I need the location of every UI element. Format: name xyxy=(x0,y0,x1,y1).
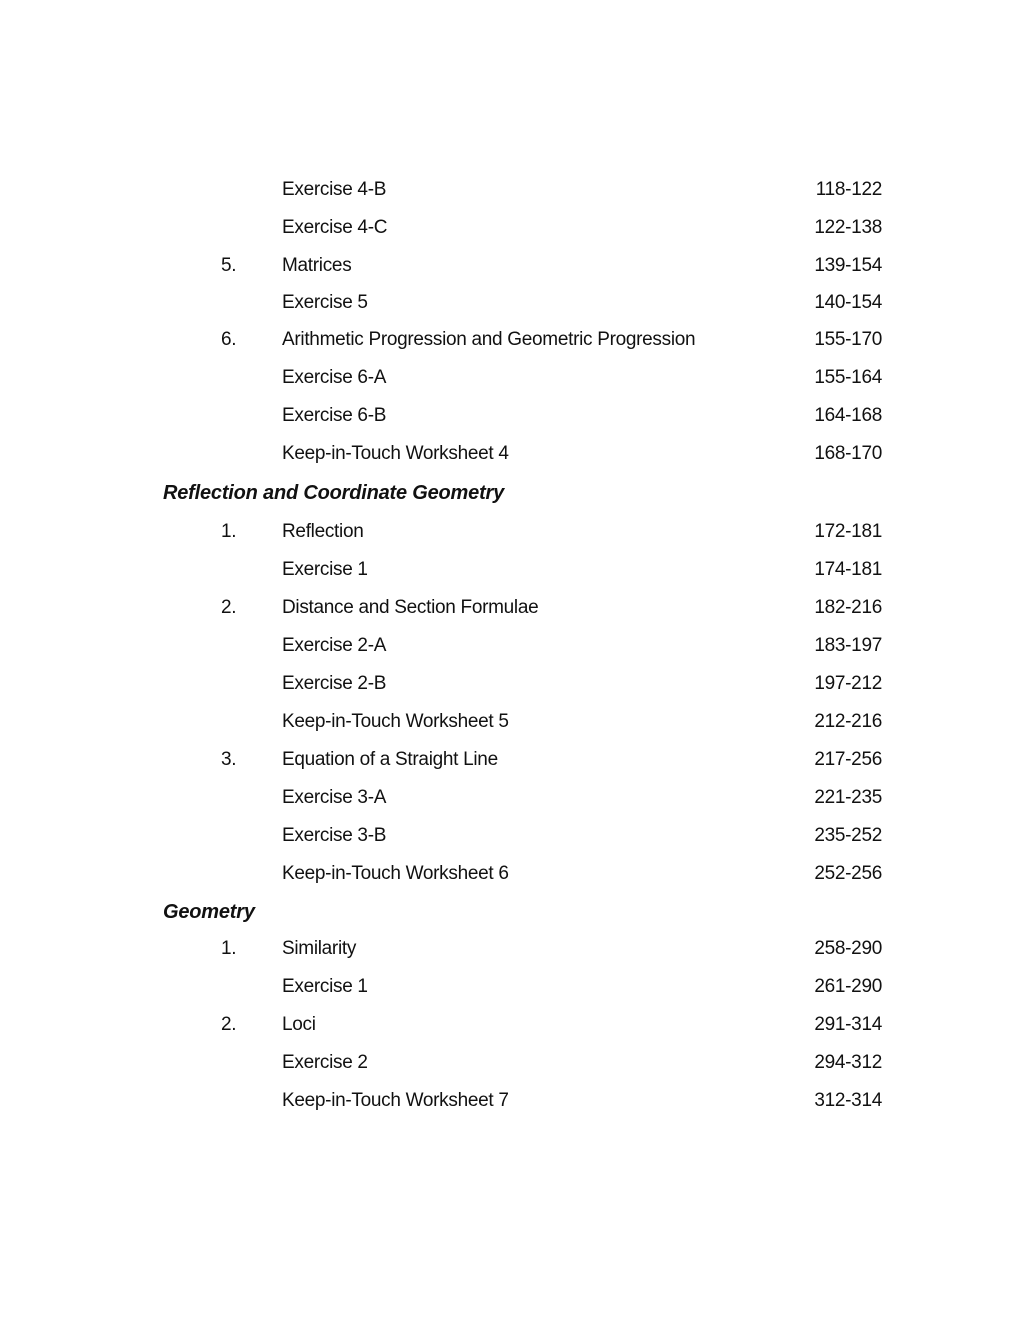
toc-title: Exercise 1 xyxy=(282,559,368,580)
toc-pages: 140-154 xyxy=(814,292,882,313)
toc-row xyxy=(0,325,1020,355)
toc-number: 1. xyxy=(221,938,237,959)
toc-row xyxy=(0,859,1020,889)
toc-pages: 118-122 xyxy=(815,179,882,200)
toc-pages: 168-170 xyxy=(814,443,882,464)
toc-pages: 183-197 xyxy=(814,635,882,656)
toc-title: Keep-in-Touch Worksheet 5 xyxy=(282,711,509,732)
toc-title: Exercise 4-B xyxy=(282,179,387,200)
toc-number: 2. xyxy=(221,597,237,618)
toc-title: Exercise 2 xyxy=(282,1052,368,1073)
toc-row xyxy=(0,783,1020,813)
toc-pages: 212-216 xyxy=(814,711,882,732)
toc-pages: 221-235 xyxy=(814,787,882,808)
toc-row xyxy=(0,1048,1020,1078)
toc-title: Loci xyxy=(282,1014,316,1035)
toc-row xyxy=(0,1086,1020,1116)
section-heading: Reflection and Coordinate Geometry xyxy=(163,482,505,504)
toc-pages: 155-170 xyxy=(814,329,882,350)
toc-title: Arithmetic Progression and Geometric Progression xyxy=(282,329,696,350)
toc-pages: 258-290 xyxy=(814,938,882,959)
toc-row xyxy=(0,934,1020,964)
toc-pages: 294-312 xyxy=(814,1052,882,1073)
toc-pages: 172-181 xyxy=(814,521,882,542)
toc-pages: 252-256 xyxy=(814,863,882,884)
toc-row xyxy=(0,745,1020,775)
section-heading: Geometry xyxy=(163,901,255,923)
toc-pages: 174-181 xyxy=(814,559,882,580)
toc-pages: 182-216 xyxy=(814,597,882,618)
toc-row xyxy=(0,669,1020,699)
toc-title: Keep-in-Touch Worksheet 6 xyxy=(282,863,509,884)
toc-pages: 217-256 xyxy=(814,749,882,770)
toc-title: Exercise 3-A xyxy=(282,787,387,808)
toc-title: Reflection xyxy=(282,521,364,542)
toc-row xyxy=(0,707,1020,737)
toc-title: Keep-in-Touch Worksheet 7 xyxy=(282,1090,509,1111)
toc-title: Exercise 3-B xyxy=(282,825,387,846)
toc-title: Exercise 2-A xyxy=(282,635,387,656)
toc-row xyxy=(0,401,1020,431)
toc-title: Equation of a Straight Line xyxy=(282,749,498,770)
toc-number: 2. xyxy=(221,1014,237,1035)
toc-title: Distance and Section Formulae xyxy=(282,597,539,618)
toc-row xyxy=(0,251,1020,281)
toc-row xyxy=(0,288,1020,318)
toc-title: Exercise 4-C xyxy=(282,217,388,238)
toc-pages: 155-164 xyxy=(814,367,882,388)
toc-pages: 312-314 xyxy=(814,1090,882,1111)
toc-row xyxy=(0,175,1020,205)
toc-pages: 139-154 xyxy=(814,255,882,276)
toc-number: 3. xyxy=(221,749,237,770)
toc-pages: 197-212 xyxy=(814,673,882,694)
toc-title: Exercise 5 xyxy=(282,292,368,313)
toc-pages: 122-138 xyxy=(814,217,882,238)
toc-row xyxy=(0,821,1020,851)
toc-row xyxy=(0,1010,1020,1040)
toc-row xyxy=(0,363,1020,393)
toc-pages: 164-168 xyxy=(814,405,882,426)
toc-row xyxy=(0,439,1020,469)
toc-row xyxy=(0,593,1020,623)
toc-row xyxy=(0,555,1020,585)
toc-row xyxy=(0,213,1020,243)
toc-number: 5. xyxy=(221,255,237,276)
toc-title: Exercise 6-A xyxy=(282,367,387,388)
toc-title: Exercise 2-B xyxy=(282,673,387,694)
toc-title: Similarity xyxy=(282,938,357,959)
toc-pages: 261-290 xyxy=(814,976,882,997)
toc-pages: 235-252 xyxy=(814,825,882,846)
toc-pages: 291-314 xyxy=(814,1014,882,1035)
toc-row xyxy=(0,631,1020,661)
toc-title: Keep-in-Touch Worksheet 4 xyxy=(282,443,509,464)
toc-row xyxy=(0,972,1020,1002)
toc-title: Matrices xyxy=(282,255,352,276)
toc-number: 1. xyxy=(221,521,237,542)
toc-title: Exercise 1 xyxy=(282,976,368,997)
toc-row xyxy=(0,517,1020,547)
toc-number: 6. xyxy=(221,329,237,350)
toc-title: Exercise 6-B xyxy=(282,405,387,426)
